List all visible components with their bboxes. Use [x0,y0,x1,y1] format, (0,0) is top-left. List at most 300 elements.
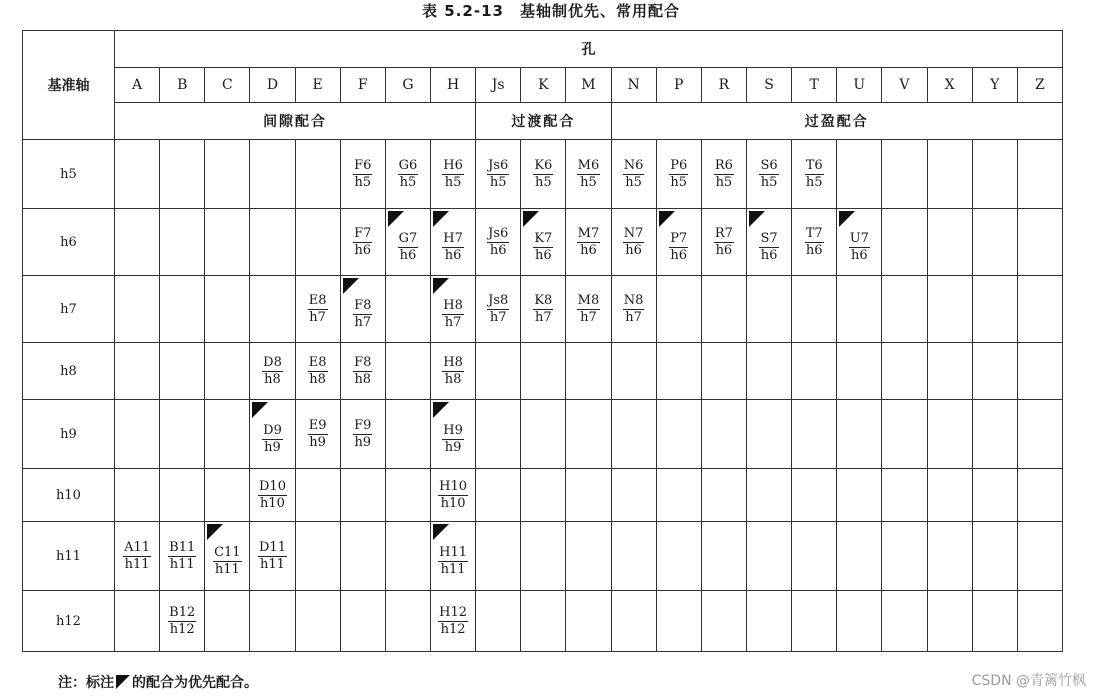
fit-fraction [308,356,328,387]
table-cell [927,469,972,522]
table-cell [882,276,927,343]
hole-tolerance: R7 [714,226,733,241]
hole-letter-2: C [205,68,250,103]
preferred-marker-icon [343,278,359,294]
table-cell [295,276,340,343]
fit-fraction [308,294,328,325]
table-title: 表 5.2-13 基轴制优先、常用配合 [422,2,680,20]
table-cell [205,140,250,209]
table-cell [521,591,566,652]
fit-fraction [533,294,553,325]
table-cell [521,343,566,400]
shaft-tolerance: h5 [535,175,552,190]
fit-fraction [442,159,464,190]
hole-tolerance: H8 [443,297,463,313]
table-cell [521,209,566,276]
table-cell [340,140,385,209]
shaft-tolerance: h5 [489,175,507,190]
hole-letter-8: Js [476,68,521,103]
table-cell [115,343,160,400]
table-cell [115,400,160,469]
shaft-tolerance: h9 [309,435,326,450]
shaft-tolerance: h6 [850,247,868,263]
table-cell [1017,276,1062,343]
table-cell [611,469,656,522]
table-cell [792,522,837,591]
table-cell [882,469,927,522]
table-cell [746,522,791,591]
hole-tolerance: S7 [760,230,778,246]
hole-letter-16: U [837,68,882,103]
shaft-tolerance: h10 [260,496,285,511]
hole-header: 孔 [115,31,1063,68]
fit-fraction [487,294,509,325]
fit-fraction [353,227,372,258]
preferred-marker-icon [388,211,404,227]
table-cell [1017,209,1062,276]
table-cell [656,276,701,343]
hole-tolerance: Js8 [488,293,509,308]
shaft-tolerance: h6 [805,243,823,258]
preferred-marker-icon [252,402,268,418]
hole-tolerance: M8 [577,293,600,308]
table-cell [476,209,521,276]
axis-label: h10 [23,469,115,522]
table-cell [701,522,746,591]
table-cell [566,276,611,343]
shaft-tolerance: h5 [444,175,462,190]
preferred-marker-icon [749,211,765,227]
table-cell [746,276,791,343]
table-cell [611,400,656,469]
hole-tolerance: N8 [623,293,644,308]
table-cell [792,343,837,400]
preferred-marker-icon [659,211,675,227]
table-cell [611,209,656,276]
table-cell [205,209,250,276]
axis-label: h6 [23,209,115,276]
hole-letter-19: Y [972,68,1017,103]
table-cell [385,343,430,400]
table-cell [566,469,611,522]
table-cell [1017,591,1062,652]
table-cell [250,209,295,276]
shaft-tolerance: h7 [625,310,642,325]
table-cell [205,276,250,343]
hole-letter-13: R [701,68,746,103]
hole-letter-20: Z [1017,68,1062,103]
fit-fraction [805,227,824,258]
table-cell [611,591,656,652]
fit-fraction [669,232,688,263]
table-cell [927,209,972,276]
table-cell [250,343,295,400]
shaft-tolerance: h5 [399,175,417,190]
preferred-marker-icon [433,211,449,227]
table-cell [160,469,205,522]
fit-fraction [262,424,283,455]
fit-fraction [438,546,468,577]
table-cell [385,591,430,652]
table-cell [340,522,385,591]
shaft-tolerance: h5 [805,175,823,190]
table-cell [927,140,972,209]
table-cell [160,400,205,469]
table-cell [205,400,250,469]
table-cell [340,469,385,522]
preferred-marker-icon [433,278,449,294]
table-cell [882,591,927,652]
fit-fraction [577,294,601,325]
table-cell [837,400,882,469]
table-cell [521,469,566,522]
table-cell [656,469,701,522]
table-cell [611,140,656,209]
table-cell [340,591,385,652]
hole-letter-10: M [566,68,611,103]
hole-letter-17: V [882,68,927,103]
preferred-marker-icon [433,524,449,540]
table-cell [746,400,791,469]
shaft-tolerance: h6 [625,243,642,258]
fit-fraction [353,159,372,190]
hole-letter-12: P [656,68,701,103]
table-cell [385,522,430,591]
hole-letter-9: K [521,68,566,103]
table-cell [656,591,701,652]
fit-fraction [438,606,468,637]
table-cell [701,469,746,522]
hole-tolerance: P7 [670,230,688,246]
table-cell [430,469,475,522]
table-cell [837,209,882,276]
shaft-tolerance: h6 [489,243,507,258]
table-cell [476,140,521,209]
fit-fraction [623,227,645,258]
hole-tolerance: K8 [534,293,553,308]
hole-tolerance: B11 [169,540,196,555]
hole-tolerance: H7 [443,230,463,246]
table-cell [837,522,882,591]
hole-letter-11: N [611,68,656,103]
table-cell [250,400,295,469]
table-cell [746,469,791,522]
table-cell [430,591,475,652]
axis-label: h9 [23,400,115,469]
hole-tolerance: H12 [439,605,467,620]
table-cell [385,469,430,522]
table-cell [972,469,1017,522]
table-cell [205,469,250,522]
table-cell [656,140,701,209]
hole-tolerance: M6 [577,158,600,173]
shaft-tolerance: h11 [260,557,285,572]
shaft-tolerance: h9 [264,439,281,455]
hole-tolerance: U7 [849,230,869,246]
fit-fraction [353,419,372,450]
hole-letter-6: G [385,68,430,103]
shaft-tolerance: h7 [444,314,462,330]
table-cell [521,522,566,591]
table-cell [115,209,160,276]
preferred-marker-icon [207,524,223,540]
fit-fraction [487,227,509,258]
table-cell [972,140,1017,209]
table-cell [701,591,746,652]
table-row [23,140,1063,209]
hole-tolerance: G7 [398,230,418,246]
hole-letter-14: S [746,68,791,103]
fit-fraction [442,232,464,263]
table-cell [566,591,611,652]
hole-tolerance: F8 [354,355,372,370]
fit-fraction [123,541,151,572]
preferred-marker-icon [839,211,855,227]
fit-group-1: 过渡配合 [476,103,611,140]
fit-fraction [714,227,734,258]
hole-tolerance: C11 [214,544,241,560]
hole-tolerance: B12 [169,605,196,620]
table-cell [160,522,205,591]
table-cell [746,343,791,400]
table-cell [882,140,927,209]
table-cell [295,209,340,276]
hole-tolerance: E8 [308,293,327,308]
fit-fraction [714,159,734,190]
table-cell [1017,343,1062,400]
table-cell [385,140,430,209]
hole-tolerance: N6 [623,158,644,173]
table-cell [160,209,205,276]
table-cell [521,140,566,209]
table-cell [972,343,1017,400]
table-cell [882,400,927,469]
table-cell [1017,140,1062,209]
table-cell [972,209,1017,276]
shaft-tolerance: h11 [169,557,195,572]
table-cell [430,522,475,591]
hole-tolerance: S6 [760,158,778,173]
table-cell [250,140,295,209]
table-cell [701,140,746,209]
table-cell [160,591,205,652]
table-cell [927,276,972,343]
shaft-tolerance: h7 [354,314,372,330]
table-cell [927,343,972,400]
table-cell [250,591,295,652]
table-cell [566,343,611,400]
table-cell [160,343,205,400]
table-cell [115,140,160,209]
fit-fraction [353,356,372,387]
table-cell [476,400,521,469]
table-cell [701,209,746,276]
table-cell [115,591,160,652]
table-row [23,522,1063,591]
table-cell [882,209,927,276]
table-cell [1017,400,1062,469]
table-cell [295,140,340,209]
table-cell [205,343,250,400]
table-cell [882,343,927,400]
axis-header: 基准轴 [23,31,115,140]
table-cell [160,276,205,343]
table-cell [430,276,475,343]
hole-tolerance: D10 [259,479,286,494]
hole-tolerance: D9 [263,422,282,438]
table-cell [837,591,882,652]
fit-fraction [623,294,645,325]
fit-fraction [308,419,328,450]
table-cell [205,591,250,652]
shaft-tolerance: h7 [535,310,552,325]
fit-fraction [438,480,468,511]
table-cell [656,209,701,276]
table-cell [701,276,746,343]
preferred-marker-icon [433,402,449,418]
table-cell [972,276,1017,343]
fit-group-2: 过盈配合 [611,103,1062,140]
shaft-tolerance: h11 [124,557,150,572]
fit-fraction [262,356,283,387]
hole-tolerance: M7 [577,226,600,241]
hole-tolerance: F8 [354,297,372,313]
shaft-tolerance: h11 [214,561,240,577]
hole-tolerance: H11 [439,544,467,560]
table-cell [521,276,566,343]
fit-fraction [533,159,553,190]
fit-fraction [533,232,553,263]
shaft-tolerance: h8 [309,372,326,387]
shaft-tolerance: h5 [625,175,642,190]
hole-tolerance: H6 [443,158,463,173]
table-cell [295,469,340,522]
fit-fraction [759,159,778,190]
table-cell [385,209,430,276]
shaft-tolerance: h6 [399,247,417,263]
table-cell [701,343,746,400]
shaft-tolerance: h12 [440,622,466,637]
table-cell [792,469,837,522]
hole-tolerance: H8 [443,355,463,370]
table-cell [656,522,701,591]
fit-fraction [398,159,419,190]
axis-label: h5 [23,140,115,209]
table-cell [340,209,385,276]
shaft-tolerance: h12 [169,622,195,637]
table-cell [566,522,611,591]
fit-fraction [398,232,419,263]
table-cell [837,140,882,209]
table-cell [837,469,882,522]
hole-tolerance: F9 [354,418,372,433]
hole-letter-4: E [295,68,340,103]
shaft-tolerance: h5 [580,175,597,190]
table-cell [205,522,250,591]
hole-tolerance: H9 [443,422,463,438]
fit-fraction [487,159,509,190]
hole-tolerance: G6 [398,158,418,173]
table-cell [611,343,656,400]
shaft-tolerance: h8 [264,372,281,387]
axis-label: h7 [23,276,115,343]
table-cell [250,276,295,343]
fit-groups-row [23,103,1063,140]
fit-group-0: 间隙配合 [115,103,476,140]
table-cell [430,343,475,400]
shaft-tolerance: h8 [354,372,372,387]
table-cell [476,343,521,400]
table-cell [746,591,791,652]
table-cell [295,343,340,400]
table-row [23,343,1063,400]
table-cell [430,400,475,469]
hole-tolerance: P6 [670,158,688,173]
table-cell [476,276,521,343]
table-cell [656,400,701,469]
table-cell [250,469,295,522]
fit-fraction [213,546,242,577]
table-row [23,276,1063,343]
table-cell [250,522,295,591]
table-cell [837,343,882,400]
table-cell [611,522,656,591]
table-cell [882,522,927,591]
hole-tolerance: D8 [263,355,282,370]
table-cell [385,400,430,469]
footnote-suffix: 的配合为优先配合。 [132,675,258,691]
shaft-tolerance: h6 [670,247,688,263]
table-cell [927,591,972,652]
table-cell [521,400,566,469]
fit-fraction [353,299,372,330]
fit-fraction [258,541,287,572]
watermark: CSDN @青篱竹枫 [971,673,1086,689]
table-row [23,400,1063,469]
table-cell [340,343,385,400]
fit-fraction [805,159,824,190]
hole-tolerance: D11 [259,540,286,555]
hole-letter-15: T [792,68,837,103]
fit-fraction [442,356,464,387]
table-cell [430,140,475,209]
table-cell [927,400,972,469]
table-cell [476,522,521,591]
table-cell [340,400,385,469]
hole-letter-7: H [430,68,475,103]
shaft-tolerance: h6 [354,243,372,258]
fit-fraction [849,232,870,263]
footnote-prefix: 注：标注 [58,675,114,691]
preferred-marker-icon [116,675,130,689]
table-cell [566,140,611,209]
hole-letter-5: F [340,68,385,103]
hole-tolerance: R6 [714,158,733,173]
table-cell [115,469,160,522]
fit-fraction [759,232,778,263]
fit-fraction [623,159,645,190]
table-cell [476,469,521,522]
shaft-tolerance: h9 [354,435,372,450]
shaft-tolerance: h6 [760,247,778,263]
shaft-tolerance: h9 [444,439,462,455]
axis-label: h11 [23,522,115,591]
table-cell [972,591,1017,652]
table-cell [792,591,837,652]
table-cell [566,400,611,469]
hole-header-row [23,31,1063,68]
table-cell [160,140,205,209]
